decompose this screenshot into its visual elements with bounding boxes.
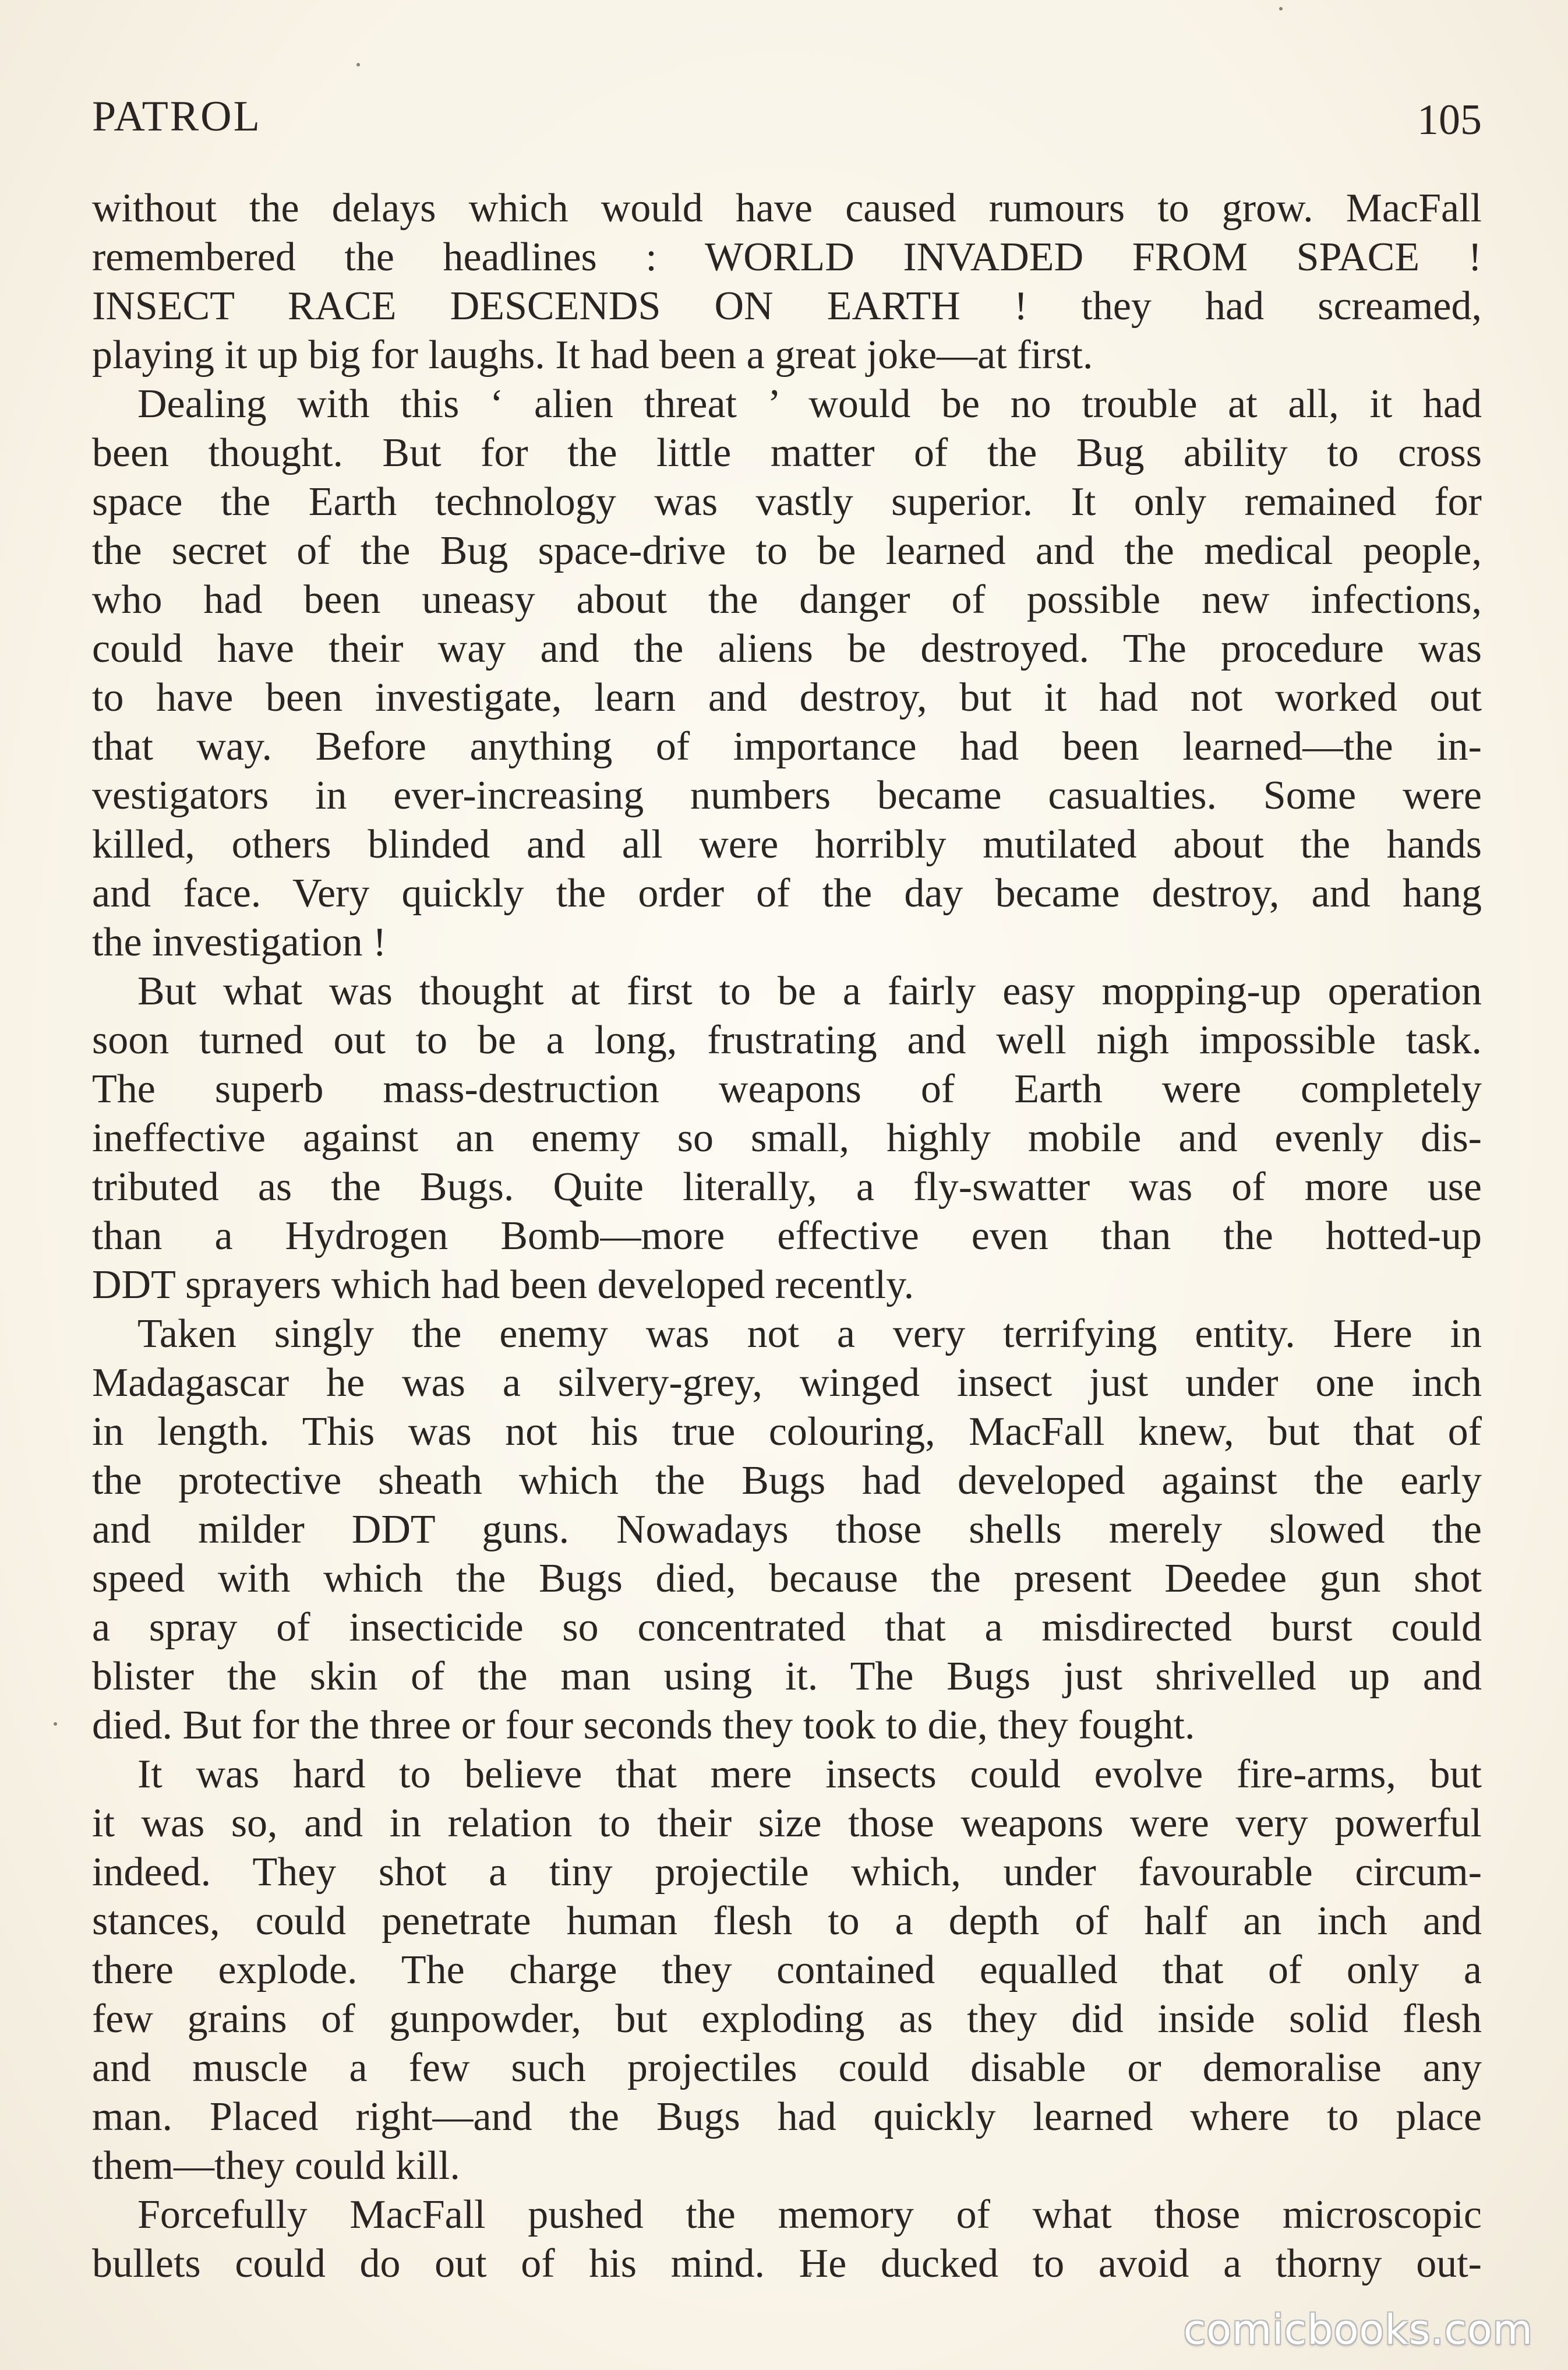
- text-line: indeed. They shot a tiny projectile which, under favourable circum-: [92, 1850, 1482, 1895]
- text-line: It was hard to believe that mere insects could evolve fire-arms, but: [137, 1752, 1482, 1797]
- text-line: the secret of the Bug space-drive to be learned and the medical people,: [92, 528, 1482, 573]
- text-line: in length. This was not his true colouring, MacFall knew, but that of: [92, 1409, 1482, 1454]
- text-line: there explode. The charge they contained equalled that of only a: [92, 1948, 1482, 1992]
- text-line: INSECT RACE DESCENDS ON EARTH ! they had screamed,: [92, 284, 1482, 329]
- paper-speck: [1279, 7, 1283, 10]
- running-header: [92, 84, 1482, 149]
- text-line: space the Earth technology was vastly superior. It only remained for: [92, 479, 1482, 524]
- text-line: without the delays which would have caused rumours to grow. MacFall: [92, 186, 1482, 231]
- text-line: it was so, and in relation to their size those weapons were very powerful: [92, 1801, 1482, 1846]
- text-line: But what was thought at first to be a fairly easy mopping-up operation: [137, 969, 1482, 1014]
- text-line: stances, could penetrate human flesh to a depth of half an inch and: [92, 1899, 1482, 1944]
- text-line: and face. Very quickly the order of the day became destroy, and hang: [92, 871, 1482, 916]
- text-line: the investigation !: [92, 920, 387, 965]
- text-line: bullets could do out of his mind. He ducked to avoid a thorny out-: [92, 2241, 1482, 2286]
- text-line: ineffective against an enemy so small, highly mobile and evenly dis-: [92, 1116, 1482, 1161]
- text-line: killed, others blinded and all were horribly mutilated about the hands: [92, 822, 1482, 867]
- text-line: soon turned out to be a long, frustrating and well nigh impossible task.: [92, 1018, 1482, 1063]
- paper-speck: [356, 63, 360, 66]
- text-line: playing it up big for laughs. It had been a great joke—at first.: [92, 333, 1093, 378]
- text-line: DDT sprayers which had been developed recently.: [92, 1262, 914, 1307]
- text-line: who had been uneasy about the danger of possible new infections,: [92, 577, 1482, 622]
- text-line: than a Hydrogen Bomb—more effective even than the hotted-up: [92, 1214, 1482, 1258]
- text-line: The superb mass-destruction weapons of Earth were completely: [92, 1067, 1482, 1112]
- paper-speck: [54, 1722, 57, 1726]
- text-line: could have their way and the aliens be destroyed. The procedure was: [92, 626, 1482, 671]
- page-number: 105: [1417, 96, 1482, 144]
- text-line: the protective sheath which the Bugs had developed against the early: [92, 1458, 1482, 1503]
- body-text: [92, 184, 1482, 2288]
- text-line: speed with which the Bugs died, because the present Deedee gun shot: [92, 1556, 1482, 1601]
- text-line: died. But for the three or four seconds they took to die, they fought.: [92, 1703, 1195, 1748]
- text-line: been thought. But for the little matter of the Bug ability to cross: [92, 431, 1482, 475]
- text-line: Madagascar he was a silvery-grey, winged insect just under one inch: [92, 1360, 1482, 1405]
- running-title: PATROL: [92, 93, 262, 140]
- site-watermark: comicbooks.com: [1183, 2306, 1533, 2354]
- text-line: that way. Before anything of importance had been learned—the in-: [92, 724, 1482, 769]
- text-line: man. Placed right—and the Bugs had quickly learned where to place: [92, 2094, 1482, 2139]
- text-line: Forcefully MacFall pushed the memory of what those microscopic: [137, 2192, 1482, 2237]
- text-line: remembered the headlines : WORLD INVADED FROM SPACE !: [92, 235, 1482, 280]
- text-line: and muscle a few such projectiles could disable or demoralise any: [92, 2045, 1482, 2090]
- text-line: them—they could kill.: [92, 2143, 460, 2188]
- text-line: few grains of gunpowder, but exploding as they did inside solid flesh: [92, 1997, 1482, 2041]
- text-line: Taken singly the enemy was not a very terrifying entity. Here in: [137, 1311, 1482, 1356]
- text-line: Dealing with this ‘ alien threat ’ would be no trouble at all, it had: [137, 382, 1482, 426]
- text-line: a spray of insecticide so concentrated that a misdirected burst could: [92, 1605, 1482, 1650]
- text-line: blister the skin of the man using it. The Bugs just shrivelled up and: [92, 1654, 1482, 1699]
- text-line: and milder DDT guns. Nowadays those shells merely slowed the: [92, 1507, 1482, 1552]
- text-line: to have been investigate, learn and destroy, but it had not worked out: [92, 675, 1482, 720]
- text-line: vestigators in ever-increasing numbers became casualties. Some were: [92, 773, 1482, 818]
- text-line: tributed as the Bugs. Quite literally, a fly-swatter was of more use: [92, 1165, 1482, 1209]
